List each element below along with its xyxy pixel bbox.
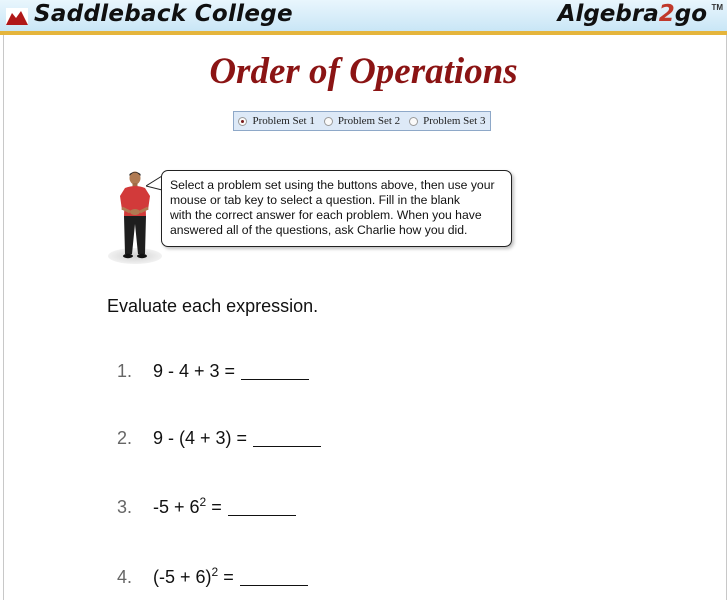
answer-blank-3[interactable] — [228, 497, 296, 516]
problem-set-1-option[interactable] — [238, 115, 314, 127]
problem-number: 2. — [117, 428, 133, 448]
saddleback-mountain-icon — [6, 8, 28, 25]
problem-set-2-label: Problem Set 2 — [337, 115, 401, 127]
problem-set-3-option[interactable] — [409, 115, 485, 127]
product-suffix: go — [674, 1, 707, 27]
product-name — [558, 1, 707, 27]
problem-set-3-label: Problem Set 3 — [423, 115, 486, 127]
problem-1 — [117, 358, 309, 386]
radio-button-set-1[interactable] — [238, 117, 247, 126]
problem-3 — [117, 494, 296, 522]
page-title: Order of Operations — [209, 51, 518, 92]
answer-blank-2[interactable] — [253, 428, 321, 447]
instruction-line-4: answered all of the questions, ask Charlie how you did. — [170, 223, 468, 237]
problem-number: 4. — [117, 567, 133, 587]
problem-expression: 9 - (4 + 3) = — [153, 428, 248, 448]
problem-2 — [117, 425, 321, 453]
instruction-line-1: Select a problem set using the buttons above, then use your — [170, 178, 495, 192]
problem-number: 3. — [117, 497, 133, 517]
evaluate-prompt: Evaluate each expression. — [107, 296, 319, 316]
problem-number: 1. — [117, 361, 133, 381]
expression-exponent: 2 — [211, 565, 219, 579]
problem-expression — [153, 565, 234, 588]
expression-tail: = — [206, 497, 222, 517]
radio-button-set-2[interactable] — [324, 117, 333, 126]
answer-blank-1[interactable] — [241, 361, 309, 380]
problem-4 — [117, 564, 308, 592]
instruction-line-3: with the correct answer for each problem. When you have — [170, 208, 482, 222]
radio-button-set-3[interactable] — [409, 117, 418, 126]
trademark-mark: TM — [711, 3, 723, 12]
problem-set-1-label: Problem Set 1 — [252, 115, 315, 127]
expression-base: (-5 + 6) — [153, 567, 212, 587]
product-prefix: Algebra — [557, 1, 659, 27]
instructions-bubble — [161, 170, 512, 247]
page-border-left — [3, 35, 4, 600]
expression-tail: = — [218, 567, 234, 587]
app-header — [0, 0, 727, 35]
problem-expression — [153, 495, 222, 518]
problem-set-2-option[interactable] — [324, 115, 400, 127]
instruction-line-2: mouse or tab key to select a question. Fill in the blank — [170, 193, 460, 207]
expression-exponent: 2 — [199, 495, 207, 509]
problem-set-selector — [233, 111, 491, 131]
problem-expression: 9 - 4 + 3 = — [153, 361, 236, 381]
brand-name: Saddleback College — [34, 1, 293, 27]
product-two: 2 — [658, 1, 675, 27]
expression-base: -5 + 6 — [153, 497, 200, 517]
answer-blank-4[interactable] — [240, 567, 308, 586]
